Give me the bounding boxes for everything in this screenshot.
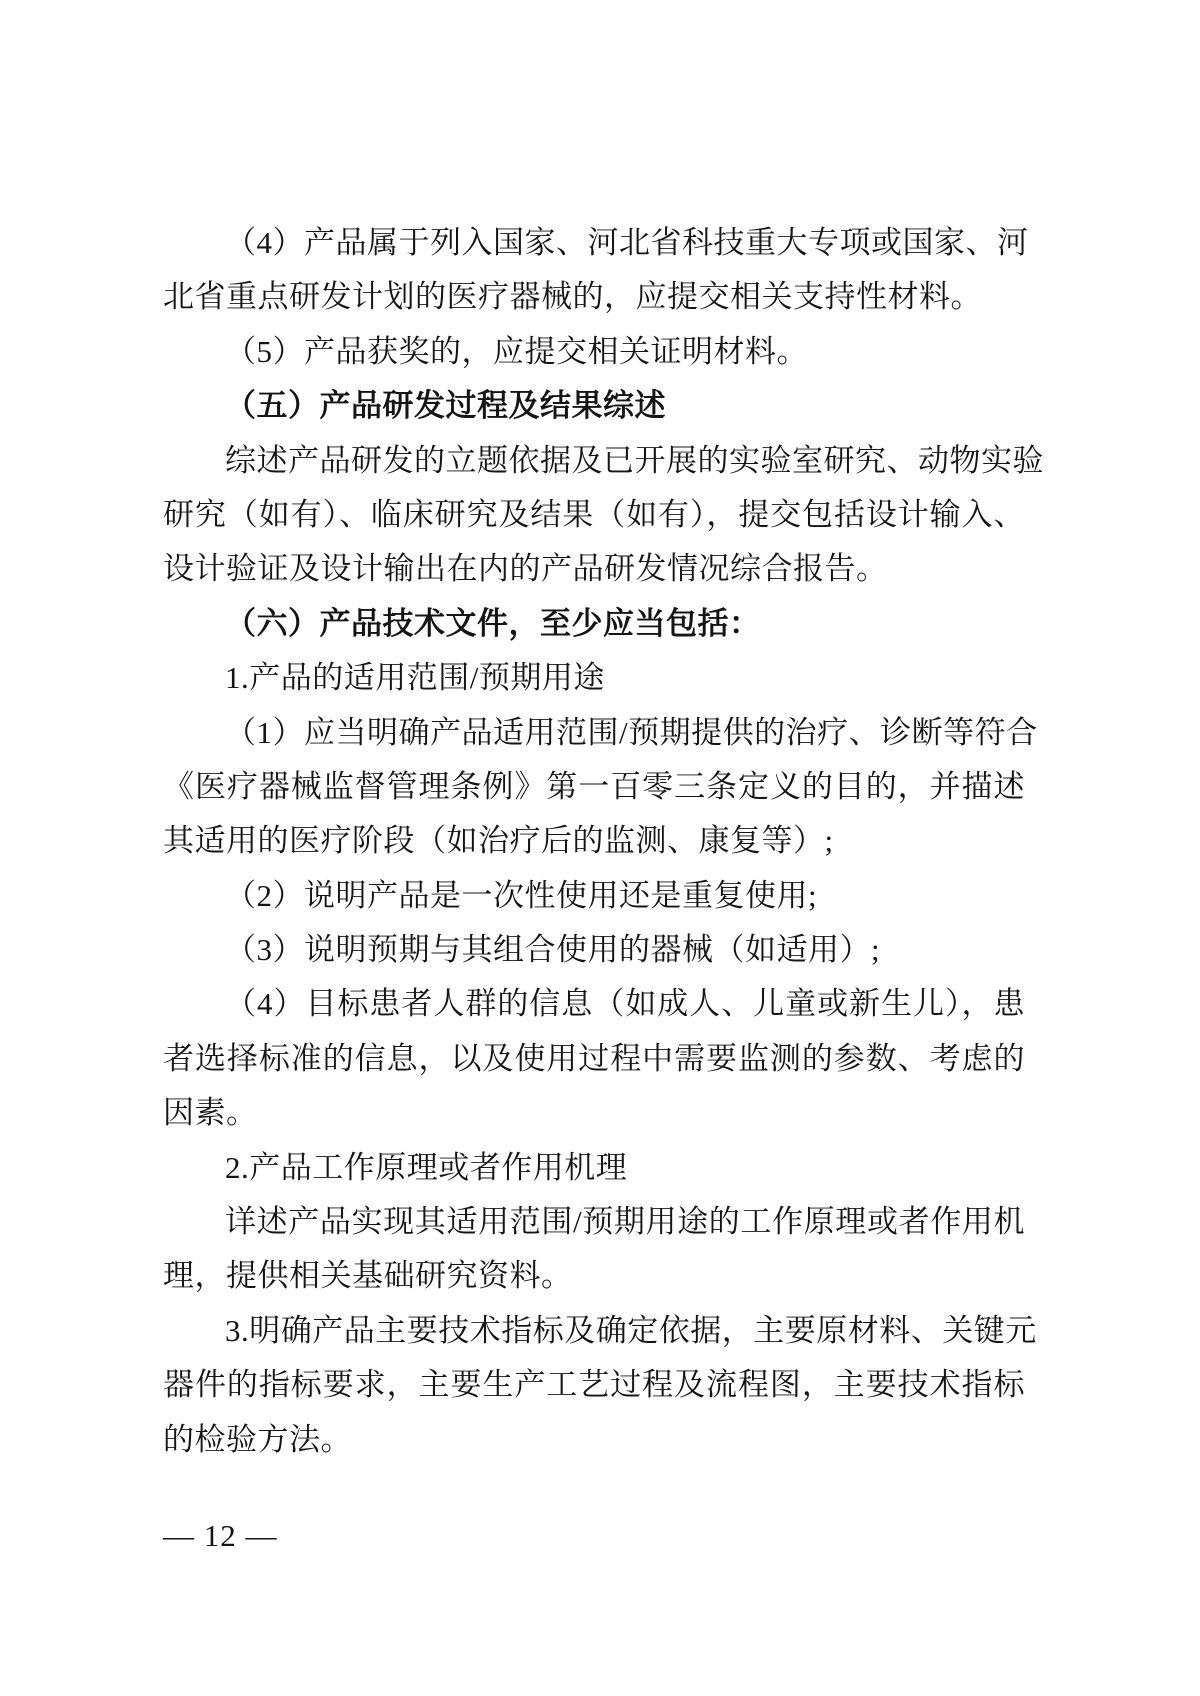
text-line: 器件的指标要求，主要生产工艺过程及流程图，主要技术指标: [163, 1367, 1025, 1403]
text-line: 1.产品的适用范围/预期用途: [225, 660, 605, 696]
text-line: 北省重点研发计划的医疗器械的，应提交相关支持性材料。: [163, 279, 982, 315]
text-line: 的检验方法。: [163, 1421, 352, 1457]
text-line: 设计验证及设计输出在内的产品研发情况综合报告。: [163, 551, 888, 587]
text-line: 3.明确产品主要技术指标及确定依据，主要原材料、关键元: [225, 1312, 1037, 1348]
text-line: 综述产品研发的立题依据及已开展的实验室研究、动物实验: [225, 442, 1044, 478]
text-line: 其适用的医疗阶段（如治疗后的监测、康复等）;: [163, 823, 834, 859]
text-line: 因素。: [163, 1095, 258, 1131]
text-line: 2.产品工作原理或者作用机理: [225, 1149, 628, 1185]
page-number: — 12 —: [163, 1518, 278, 1553]
text-line: （4）目标患者人群的信息（如成人、儿童或新生儿），患: [225, 986, 1025, 1022]
text-line: （5）产品获奖的，应提交相关证明材料。: [225, 333, 808, 369]
text-line: 者选择标准的信息，以及使用过程中需要监测的参数、考虑的: [163, 1040, 1025, 1076]
section-heading-line: （六）产品技术文件，至少应当包括：: [225, 605, 761, 641]
text-line: （2）说明产品是一次性使用还是重复使用;: [225, 877, 818, 913]
text-line: 《医疗器械监督管理条例》第一百零三条定义的目的，并描述: [163, 768, 1025, 804]
text-line: （4）产品属于列入国家、河北省科技重大专项或国家、河: [225, 225, 1029, 260]
section-heading-line: （五）产品研发过程及结果综述: [225, 388, 666, 424]
document-lines: [163, 216, 1044, 1467]
text-line: 理，提供相关基础研究资料。: [163, 1258, 573, 1294]
text-line: 研究（如有）、临床研究及结果（如有），提交包括设计输入、: [163, 496, 1025, 532]
text-line: （1）应当明确产品适用范围/预期提供的治疗、诊断等符合: [225, 714, 1038, 750]
text-line: （3）说明预期与其组合使用的器械（如适用）;: [225, 932, 881, 968]
text-line: 详述产品实现其适用范围/预期用途的工作原理或者作用机: [225, 1204, 1025, 1240]
